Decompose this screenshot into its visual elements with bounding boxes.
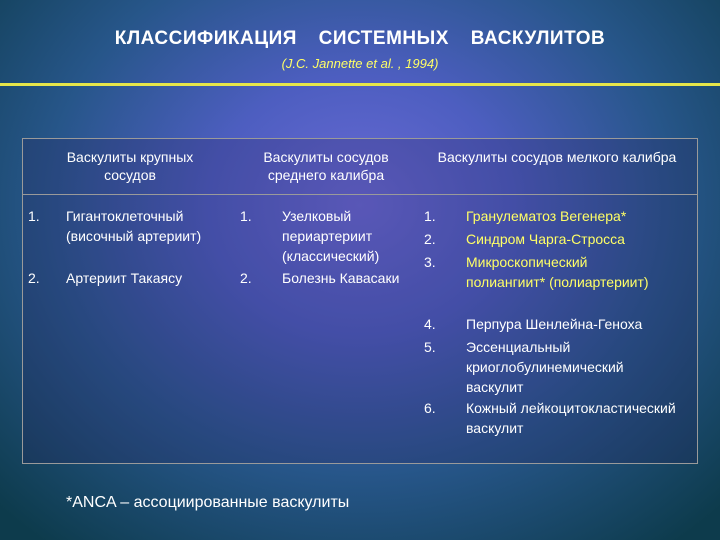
list-item-number: 4.: [424, 316, 436, 332]
column-header-small-vessels: Васкулиты сосудов мелкого калибра: [437, 149, 677, 165]
slide-title: КЛАССИФИКАЦИЯ СИСТЕМНЫХ ВАСКУЛИТОВ: [114, 28, 606, 49]
list-item-number: 2.: [424, 231, 436, 247]
title-divider: [0, 83, 720, 86]
list-item: Кожный лейкоцитокластический васкулит: [466, 400, 676, 436]
list-item: Синдром Чарга-Стросса: [466, 231, 625, 247]
list-item-number: 5.: [424, 339, 436, 355]
table-header-divider: [22, 194, 698, 195]
list-item: Узелковый периартериит (классический): [282, 208, 380, 264]
list-item-number: 3.: [424, 254, 436, 270]
list-item: Гигантоклеточный (височный артериит): [66, 208, 202, 244]
list-item-number: 2.: [240, 270, 252, 286]
list-item: Артериит Такаясу: [66, 270, 183, 286]
list-item-number: 2.: [28, 270, 40, 286]
list-item-number: 1.: [240, 208, 252, 224]
list-item-number: 1.: [28, 208, 40, 224]
list-item: Гранулематоз Вегенера*: [466, 208, 627, 224]
list-item-number: 1.: [424, 208, 436, 224]
footnote: *ANCA – ассоциированные васкулиты: [66, 494, 350, 511]
list-item-number: 6.: [424, 400, 436, 416]
list-item: Болезнь Кавасаки: [282, 270, 400, 286]
column-header-large-vessels: Васкулиты крупных сосудов: [66, 149, 194, 183]
list-item: Микроскопический полиангиит* (полиартериит): [466, 254, 649, 290]
column-header-medium-vessels: Васкулиты сосудов среднего калибра: [263, 149, 389, 183]
list-item: Эссенциальный криоглобулинемический васкулит: [466, 339, 624, 395]
list-item: Перпура Шенлейна-Геноха: [466, 316, 643, 332]
slide-subtitle: (J.C. Jannette et al. , 1994): [281, 56, 439, 71]
